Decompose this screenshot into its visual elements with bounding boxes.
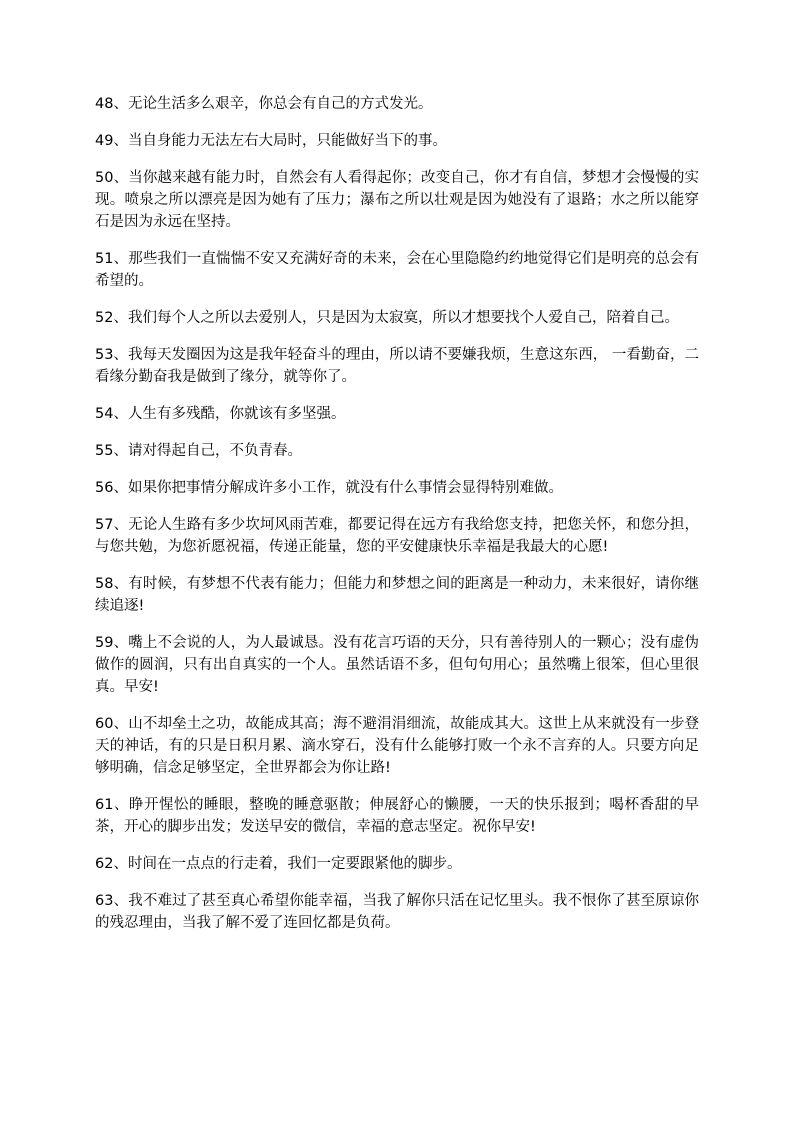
quote-paragraph-50: 50、当你越来越有能力时，自然会有人看得起你；改变自己，你才有自信，梦想才会慢慢的实现。喷泉之所以漂亮是因为她有了压力；瀑布之所以壮观是因为她没有了退路；水之所以能穿石是因为永远在坚持。 (95, 170, 699, 230)
quote-paragraph-62: 62、时间在一点点的行走着，我们一定要跟紧他的脚步。 (95, 856, 462, 872)
quote-paragraph-61: 61、睁开惺忪的睡眼，整晚的睡意驱散；伸展舒心的懒腰，一天的快乐报到；喝杯香甜的早茶，开心的脚步出发；发送早安的微信，幸福的意志坚定。祝你早安! (95, 797, 699, 835)
quote-paragraph-56: 56、如果你把事情分解成许多小工作，就没有什么事情会显得特别难做。 (95, 480, 563, 496)
quote-paragraph-60: 60、山不却垒土之功，故能成其高；海不避涓涓细流，故能成其大。这世上从来就没有一步登天的神话，有的只是日积月累、滴水穿石，没有什么能够打败一个永不言弃的人。只要方向足够明确，信念足够坚定，全世界都会为你让路! (95, 716, 699, 776)
quote-paragraph-53: 53、我每天发圈因为这是我年轻奋斗的理由，所以请不要嫌我烦，生意这东西， 一看勤奋，二看缘分勤奋我是做到了缘分，就等你了。 (95, 347, 699, 385)
quote-paragraph-48: 48、无论生活多么艰辛，你总会有自己的方式发光。 (95, 96, 433, 112)
quote-paragraph-51: 51、那些我们一直惴惴不安又充满好奇的未来，会在心里隐隐约约地觉得它们是明亮的总会有希望的。 (95, 251, 699, 289)
quote-paragraph-63: 63、我不难过了甚至真心希望你能幸福，当我了解你只活在记忆里头。我不恨你了甚至原谅你的残忍理由，当我了解不爱了连回忆都是负荷。 (95, 893, 699, 931)
quote-paragraph-58: 58、有时候，有梦想不代表有能力；但能力和梦想之间的距离是一种动力，未来很好，请你继续追逐! (95, 576, 699, 614)
quote-paragraph-49: 49、当自身能力无法左右大局时，只能做好当下的事。 (95, 133, 447, 149)
quote-paragraph-55: 55、请对得起自己，不负青春。 (95, 443, 302, 459)
quote-paragraph-57: 57、无论人生路有多少坎坷风雨苦难，都要记得在远方有我给您支持，把您关怀，和您分担，与您共勉，为您祈愿祝福，传递正能量，您的平安健康快乐幸福是我最大的心愿! (95, 517, 699, 555)
document-page (95, 93, 699, 949)
quote-paragraph-54: 54、人生有多残酷，你就该有多坚强。 (95, 406, 346, 422)
quote-paragraph-52: 52、我们每个人之所以去爱别人，只是因为太寂寞，所以才想要找个人爱自己，陪着自己。 (95, 310, 679, 326)
quote-paragraph-59: 59、嘴上不会说的人，为人最诚恳。没有花言巧语的天分，只有善待别人的一颗心；没有虚伪做作的圆润，只有出自真实的一个人。虽然话语不多，但句句用心；虽然嘴上很笨，但心里很真。早安! (95, 635, 699, 695)
